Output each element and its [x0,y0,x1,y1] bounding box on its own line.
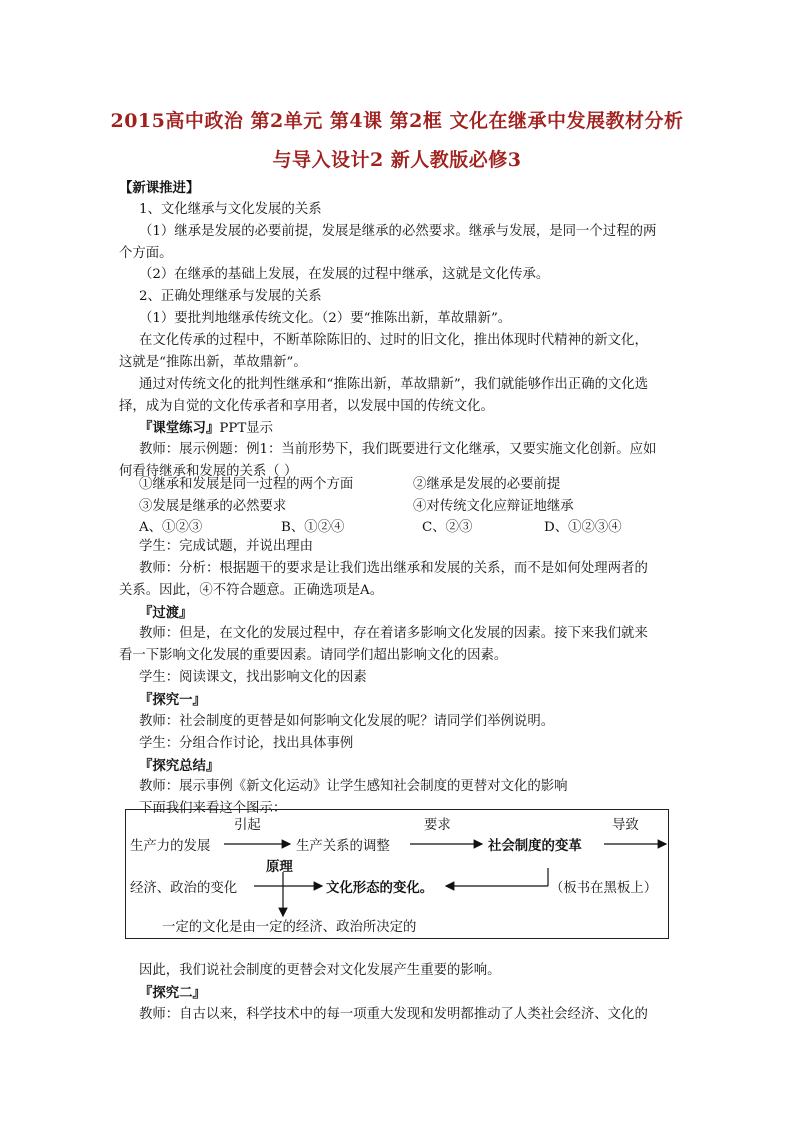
diagram-conclusion: 一定的文化是由一定的经济、政治所决定的 [162,920,417,935]
node-culture-form-change: 文化形态的变化。 [326,880,434,896]
body-line: 看一下影响文化发展的重要因素。请同学们超出影响文化的因素。 [119,648,508,664]
body-line: 教师：展示事例《新文化运动》让学生感知社会制度的更替对文化的影响 [139,779,568,795]
label-yaoqiu: 要求 [424,818,451,833]
body-line: （1）要批判地继承传统文化。（2）要“推陈出新，革故鼎新”。 [139,311,512,327]
label-yinqi: 引起 [234,818,261,833]
body-line: （2）在继承的基础上发展，在发展的过程中继承，这就是文化传承。 [139,267,550,283]
option-1: ①继承和发展是同一过程的两个方面 [139,477,354,492]
body-line: 下面我们来看这个图示： [139,801,287,817]
body-line: 教师：但是，在文化的发展过程中，存在着诸多影响文化发展的因素。接下来我们就来 [139,626,648,642]
choice-a: A、①②③ [139,520,203,535]
body-line: 『探究总结』 [139,757,220,774]
body-line: 1、文化继承与文化发展的关系 [139,201,322,217]
body-line: 『探究一』 [139,691,206,708]
flow-diagram [125,809,669,939]
body-line: 择，成为自觉的文化传承者和享用者，以发展中国的传统文化。 [119,398,494,414]
body-line: 通过对传统文化的批判性继承和“推陈出新，革故鼎新”，我们就能够作出正确的文化选 [139,376,649,392]
body-line: 2、正确处理继承与发展的关系 [139,289,322,305]
body-line: 教师：社会制度的更替是如何影响文化发展的呢？请同学们举例说明。 [139,713,555,729]
node-productivity: 生产力的发展 [130,839,211,854]
body-line: 学生：完成试题，并说出理由 [139,539,314,554]
body-line: 『探究二』 [139,984,206,1001]
node-production-relations: 生产关系的调整 [296,839,390,854]
choice-c: C、②③ [422,520,473,535]
body-line: 学生：分组合作讨论，找出具体事例 [139,735,354,751]
node-social-system-change: 社会制度的变革 [488,838,582,854]
body-line: 个方面。 [119,245,173,261]
body-line: 因此，我们说社会制度的更替会对文化发展产生重要的影响。 [139,963,501,978]
body-line: 教师：展示例题：例1：当前形势下，我们既要进行文化继承，又要实施文化创新。应如 [139,442,657,458]
document-title-line-1: 2015高中政治 第2单元 第4课 第2框 文化在继承中发展教材分析 [110,110,684,132]
label-daozhi: 导致 [612,818,639,833]
label-yuanli: 原理 [266,859,293,875]
option-2: ②继承是发展的必要前提 [413,477,561,492]
document-title-line-2: 与导入设计2 新人教版必修3 [272,149,522,171]
body-line: 『课堂练习』PPT显示 [139,420,274,437]
body-line: 教师：分析：根据题干的要求是让我们选出继承和发展的关系，而不是如何处理两者的 [139,560,648,576]
body-line: 这就是“推陈出新，革故鼎新”。 [119,354,307,370]
option-4: ④对传统文化应辩证地继承 [413,499,574,514]
body-line: 教师：自古以来，科学技术中的每一项重大发现和发明都推动了人类社会经济、文化的 [139,1006,648,1022]
body-line: 『过渡』 [139,604,193,621]
body-line: 【新课推进】 [119,180,200,196]
body-line: 关系。因此，④不符合题意。正确选项是A。 [119,582,384,598]
body-line: 何看待继承和发展的关系（ ） [119,464,298,480]
choice-d: D、①②③④ [544,520,622,535]
body-line: 学生：阅读课文，找出影响文化的因素 [139,670,367,686]
choice-b: B、①②④ [281,520,345,535]
option-3: ③发展是继承的必然要求 [139,499,287,514]
body-line: （1）继承是发展的必要前提，发展是继承的必然要求。继承与发展，是同一个过程的两 [139,223,657,239]
node-economy-politics: 经济、政治的变化 [130,881,238,896]
note-blackboard: （板书在黑板上） [550,881,658,896]
body-line: 在文化传承的过程中，不断革除陈旧的、过时的旧文化，推出体现时代精神的新文化， [139,332,648,348]
